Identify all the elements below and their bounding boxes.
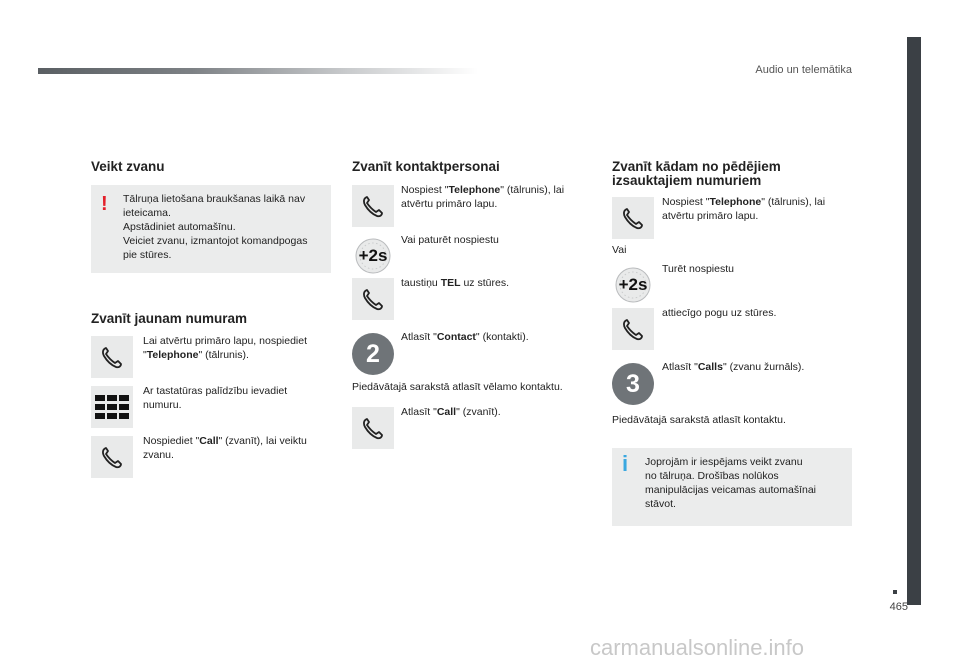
step-badge-2: 2 bbox=[352, 333, 394, 375]
hold-label: +2s bbox=[358, 246, 388, 265]
keypad-icon bbox=[95, 395, 129, 419]
phone-icon-tile[interactable] bbox=[91, 336, 133, 378]
phone-icon-tile[interactable] bbox=[612, 197, 654, 239]
call-icon bbox=[360, 415, 386, 441]
hold-label: +2s bbox=[618, 275, 648, 294]
col1-subtitle: Zvanīt jaunam numuram bbox=[91, 311, 248, 326]
info-icon: i bbox=[622, 451, 629, 476]
phone-icon bbox=[360, 193, 386, 219]
col2-step4: Atlasīt "Contact" (kontakti). bbox=[401, 331, 529, 343]
col2-step3: taustiņu TEL uz stūres. bbox=[401, 277, 509, 289]
page-number: 465 bbox=[889, 601, 908, 613]
col3-title: Zvanīt kādam no pēdējiem izsauktajiem numuriem bbox=[612, 159, 781, 188]
phone-icon-tile[interactable] bbox=[352, 185, 394, 227]
phone-icon bbox=[360, 286, 386, 312]
header-bar bbox=[38, 68, 478, 74]
col2-title: Zvanīt kontaktpersonai bbox=[352, 159, 500, 174]
section-title: Audio un telemātika bbox=[755, 64, 852, 76]
keypad-icon-tile[interactable] bbox=[91, 386, 133, 428]
hold-icon-tile[interactable] bbox=[352, 235, 394, 277]
col2-step2: Vai paturēt nospiestu bbox=[401, 234, 499, 246]
steering-phone-icon-tile[interactable] bbox=[612, 308, 654, 350]
col1-step1: Lai atvērtu primāro lapu, nospiediet "Telephone" (tālrunis). bbox=[143, 335, 308, 361]
call-icon-tile[interactable] bbox=[91, 436, 133, 478]
step-badge-3: 3 bbox=[612, 363, 654, 405]
col2-step5: Piedāvātajā sarakstā atlasīt vēlamo kontaktu. bbox=[352, 381, 563, 393]
call-icon-tile[interactable] bbox=[352, 407, 394, 449]
page-marker bbox=[893, 590, 897, 594]
col3-step5: Piedāvātajā sarakstā atlasīt kontaktu. bbox=[612, 414, 786, 426]
info-box bbox=[612, 448, 852, 526]
col3-step4: Atlasīt "Calls" (zvanu žurnāls). bbox=[662, 361, 805, 373]
col3-step1: Nospiest "Telephone" (tālrunis), lai atvērtu primāro lapu. bbox=[662, 196, 826, 222]
col3-step2: Turēt nospiestu bbox=[662, 263, 734, 275]
side-tab bbox=[907, 37, 921, 605]
warning-text: Tālruņa lietošana braukšanas laikā nav ieteicama. Apstādiniet automašīnu. Veiciet zvanu, izmantojot komandpogas pie stūres. bbox=[123, 193, 308, 261]
col1-title: Veikt zvanu bbox=[91, 159, 165, 174]
col3-step3: attiecīgo pogu uz stūres. bbox=[662, 307, 777, 319]
col2-step6: Atlasīt "Call" (zvanīt). bbox=[401, 406, 501, 418]
col1-step3: Nospiediet "Call" (zvanīt), lai veiktu zvanu. bbox=[143, 435, 307, 461]
call-icon bbox=[99, 444, 125, 470]
phone-icon bbox=[620, 316, 646, 342]
col2-step1: Nospiest "Telephone" (tālrunis), lai atvērtu primāro lapu. bbox=[401, 184, 565, 210]
steering-phone-icon-tile[interactable] bbox=[352, 278, 394, 320]
warning-box bbox=[91, 185, 331, 273]
hold-icon-tile[interactable] bbox=[612, 264, 654, 306]
phone-icon bbox=[99, 344, 125, 370]
phone-icon bbox=[620, 205, 646, 231]
warning-icon: ! bbox=[101, 193, 108, 215]
col3-or: Vai bbox=[612, 244, 627, 256]
info-text: Joprojām ir iespējams veikt zvanu no tālruņa. Drošības nolūkos manipulācijas veicamas automašīnai stāvot. bbox=[645, 456, 816, 510]
col1-step2: Ar tastatūras palīdzību ievadiet numuru. bbox=[143, 385, 288, 411]
watermark: carmanualsonline.info bbox=[590, 635, 805, 660]
